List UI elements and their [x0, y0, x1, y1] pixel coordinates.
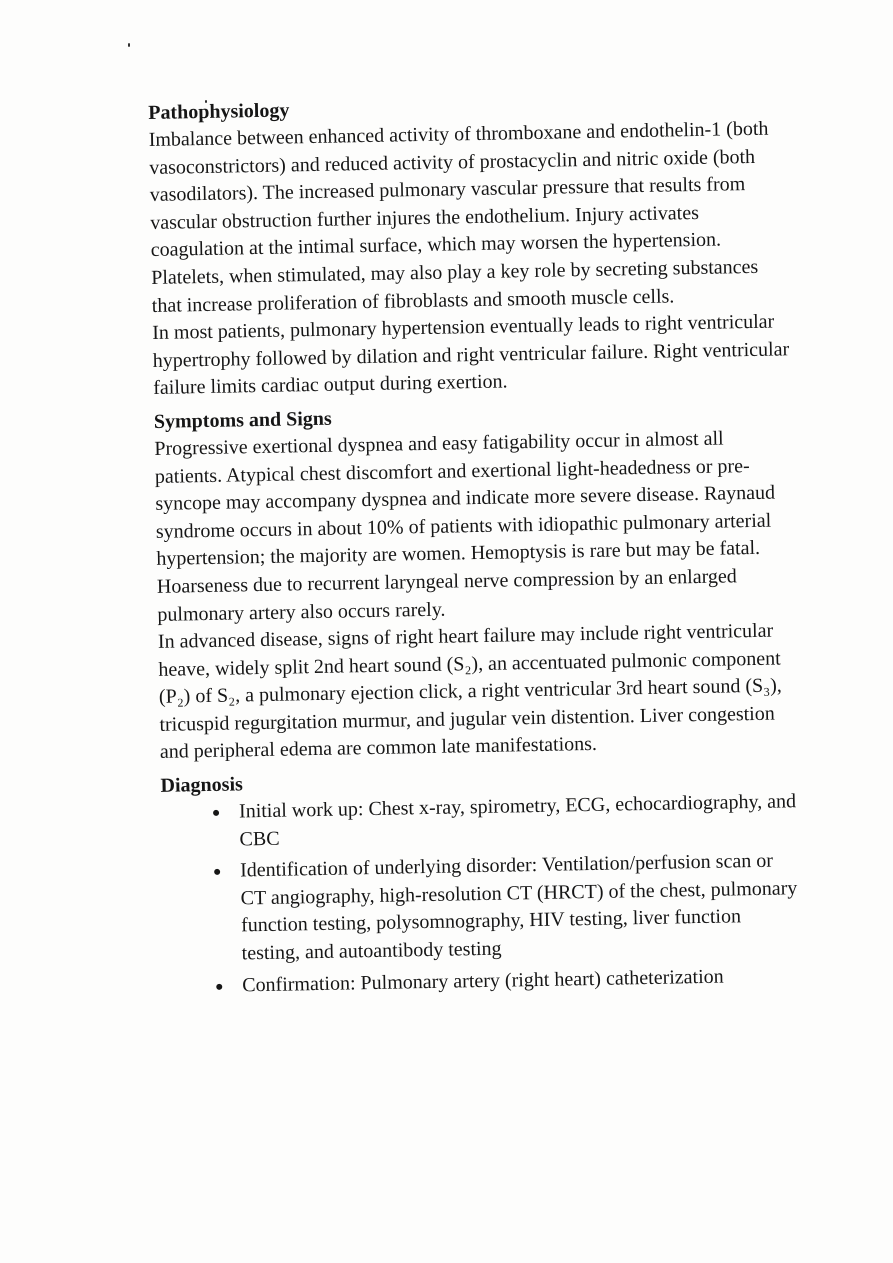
- scan-speck: [128, 43, 130, 47]
- document-body: [148, 88, 804, 1005]
- section-heading-symptoms-signs: Symptoms and Signs: [153, 407, 332, 433]
- bullet-dot-icon: [214, 869, 220, 875]
- symptoms-paragraph-2: In advanced disease, signs of right heart failure may include right ventricular heave, widely split 2nd heart sound (S₂), an accentuated pulmonic component (P₂) of S₂, a pulmonary ejection click, a right ventricular 3rd heart sound (S₃), tricuspid regurgitation murmur, and jugular vein distention. Liver congestion and peripheral edema are common late manifestations.: [157, 619, 783, 764]
- diagnosis-bullet-item: [213, 788, 802, 854]
- diagnosis-bullet-text: Identification of underlying disorder: Ventilation/perfusion scan or CT angiography, high-resolution CT (HRCT) of the chest, pulmonary function testing, polysomnography, HIV testing, liver function testing, and autoantibody testing: [239, 849, 798, 965]
- symptoms-signs-section: [154, 397, 800, 767]
- diagnosis-bullet-text: Confirmation: Pulmonary artery (right heart) catheterization: [242, 965, 724, 997]
- diagnosis-bullet-list: [161, 788, 805, 1001]
- section-heading-diagnosis: Diagnosis: [160, 773, 244, 797]
- diagnosis-bullet-item: [216, 962, 804, 1000]
- pathophysiology-section: [148, 88, 793, 403]
- diagnosis-section: [160, 761, 804, 1001]
- diagnosis-bullet-text: Initial work up: Chest x-ray, spirometry, ECG, echocardiography, and CBC: [238, 790, 797, 851]
- diagnosis-bullet-item: [214, 847, 804, 968]
- symptoms-paragraph-1: Progressive exertional dyspnea and easy fatigability occur in almost all patients. Atypical chest discomfort and exertional light-headedness or pre-syncope may accompany dyspnea and indicate more severe disease. Raynaud syndrome occurs in about 10% of patients with idiopathic pulmonary arterial hypertension; the majority are women. Hemoptysis is rare but may be fatal. Hoarseness due to recurrent laryngeal nerve compression by an enlarged pulmonary artery also occurs rarely.: [154, 427, 776, 626]
- pathophysiology-paragraph-2: In most patients, pulmonary hypertension eventually leads to right ventricular hypertrophy followed by dilation and right ventricular failure. Right ventricular failure limits cardiac output during exertion.: [152, 310, 790, 400]
- bullet-dot-icon: [216, 983, 222, 989]
- bullet-dot-icon: [213, 810, 219, 816]
- pathophysiology-paragraph-1: Imbalance between enhanced activity of thromboxane and endothelin-1 (both vasoconstrictors) and reduced activity of prostacyclin and nitric oxide (both vasodilators). The increased pulmonary vascular pressure that results from vascular obstruction further injures the endothelium. Injury activates coagulation at the intimal surface, which may worsen the hypertension. Platelets, when stimulated, may also play a key role by secreting substances that increase proliferation of fibroblasts and smooth muscle cells.: [148, 117, 769, 317]
- section-heading-pathophysiology: Pathophysiology: [148, 99, 290, 124]
